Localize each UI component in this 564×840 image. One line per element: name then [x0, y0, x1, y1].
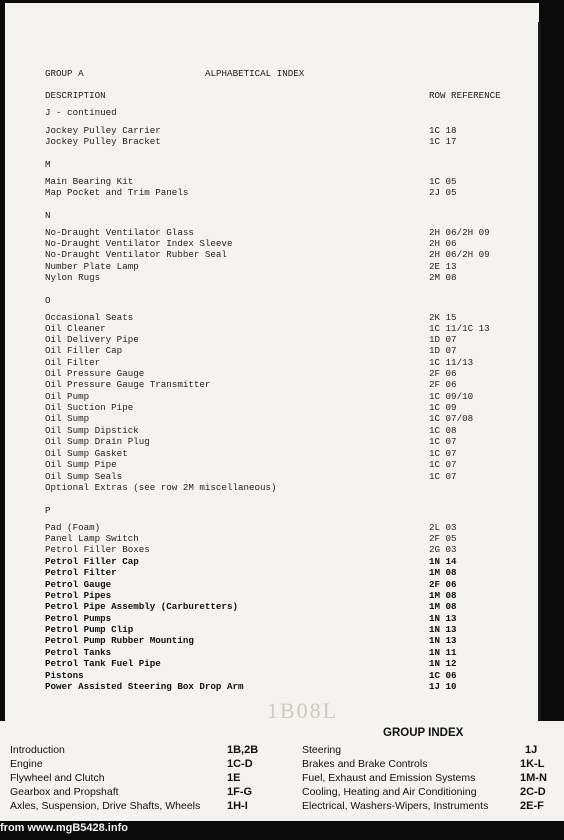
group-index-code: 1B,2B	[227, 744, 259, 756]
index-entry: Nylon Rugs 2M 08	[45, 272, 457, 283]
index-entry: Main Bearing Kit 1C 05	[45, 176, 457, 187]
index-entry: Oil Cleaner 1C 11/1C 13	[45, 323, 490, 334]
group-index-item: Brakes and Brake Controls	[302, 758, 428, 770]
group-index-item: Fuel, Exhaust and Emission Systems	[302, 772, 476, 784]
index-entry: Oil Sump Pipe 1C 07	[45, 459, 457, 470]
continued-label: J - continued	[45, 107, 117, 118]
index-entry: Petrol Filter 1M 08	[45, 567, 457, 578]
group-index-item: Introduction	[10, 744, 65, 756]
source-footer: from www.mgB5428.info	[0, 822, 128, 834]
index-entry: Petrol Pump Rubber Mounting 1N 13	[45, 635, 457, 646]
group-index-code: 1F-G	[227, 786, 253, 798]
index-entry: Oil Sump Seals 1C 07	[45, 471, 457, 482]
index-entry: Petrol Gauge 2F 06	[45, 579, 457, 590]
group-index-item: Flywheel and Clutch	[10, 772, 105, 784]
section-letter-p: P	[45, 505, 51, 516]
index-entry: Oil Delivery Pipe 1D 07	[45, 334, 457, 345]
page-title: ALPHABETICAL INDEX	[205, 68, 305, 79]
index-entry: Oil Suction Pipe 1C 09	[45, 402, 457, 413]
description-column-header: DESCRIPTION	[45, 90, 106, 101]
group-index-code: 1C-D	[227, 758, 253, 770]
index-entry: Petrol Pumps 1N 13	[45, 613, 457, 624]
group-index-item: Steering	[302, 744, 342, 756]
index-entry: Oil Pressure Gauge Transmitter 2F 06	[45, 379, 457, 390]
index-entry: Pistons 1C 06	[45, 670, 457, 681]
index-entry: No-Draught Ventilator Glass 2H 06/2H 09	[45, 227, 490, 238]
group-index-code: 1E	[227, 772, 241, 784]
index-entry: No-Draught Ventilator Rubber Seal 2H 06/2H 09	[45, 249, 490, 260]
group-index-item: Electrical, Washers-Wipers, Instruments	[302, 800, 489, 812]
index-entry: Optional Extras (see row 2M miscellaneous)	[45, 482, 277, 493]
index-entry: Oil Sump Drain Plug 1C 07	[45, 436, 457, 447]
index-entry: Oil Sump 1C 07/08	[45, 413, 474, 424]
index-entry: Jockey Pulley Bracket 1C 17	[45, 136, 457, 147]
group-index-code: 1H-I	[227, 800, 248, 812]
index-entry: Oil Filter 1C 11/13	[45, 357, 474, 368]
index-entry: Petrol Pipes 1M 08	[45, 590, 457, 601]
page-edge-line	[538, 22, 541, 728]
index-entry: Oil Filler Cap 1D 07	[45, 345, 457, 356]
group-index-item: Engine	[10, 758, 43, 770]
group-index-item: Gearbox and Propshaft	[10, 786, 119, 798]
index-entry: Oil Sump Gasket 1C 07	[45, 448, 457, 459]
index-entry: Petrol Pipe Assembly (Carburetters) 1M 08	[45, 601, 457, 612]
group-index-item: Axles, Suspension, Drive Shafts, Wheels	[10, 800, 201, 812]
section-letter-m: M	[45, 159, 51, 170]
group-index-code: 2E-F	[520, 800, 544, 812]
handwritten-note: 1B08L	[267, 698, 339, 721]
index-entry: Petrol Pump Clip 1N 13	[45, 624, 457, 635]
index-entry: Panel Lamp Switch 2F 05	[45, 533, 457, 544]
index-entry: Power Assisted Steering Box Drop Arm 1J 10	[45, 681, 457, 692]
group-index-code: 1M-N	[520, 772, 547, 784]
index-page	[5, 3, 539, 721]
group-index-code: 1K-L	[520, 758, 545, 770]
index-entry: Oil Sump Dipstick 1C 08	[45, 425, 457, 436]
section-letter-n: N	[45, 210, 51, 221]
index-entry: No-Draught Ventilator Index Sleeve 2H 06	[45, 238, 457, 249]
group-index-item: Cooling, Heating and Air Conditioning	[302, 786, 477, 798]
group-index-code: 2C-D	[520, 786, 546, 798]
index-entry: Petrol Filler Boxes 2G 03	[45, 544, 457, 555]
index-entry: Petrol Tanks 1N 11	[45, 647, 457, 658]
section-letter-o: O	[45, 295, 51, 306]
index-entry: Oil Pressure Gauge 2F 06	[45, 368, 457, 379]
index-entry: Number Plate Lamp 2E 13	[45, 261, 457, 272]
index-entry: Occasional Seats 2K 15	[45, 312, 457, 323]
index-entry: Jockey Pulley Carrier 1C 18	[45, 125, 457, 136]
index-entry: Map Pocket and Trim Panels 2J 05	[45, 187, 457, 198]
index-entry: Petrol Tank Fuel Pipe 1N 12	[45, 658, 457, 669]
group-label: GROUP A	[45, 68, 84, 79]
group-index-code: 1J	[525, 744, 538, 756]
index-entry: Pad (Foam) 2L 03	[45, 522, 457, 533]
index-entry: Oil Pump 1C 09/10	[45, 391, 474, 402]
index-entry: Petrol Filler Cap 1N 14	[45, 556, 457, 567]
row-reference-column-header: ROW REFERENCE	[429, 90, 501, 101]
group-index-title: GROUP INDEX	[383, 727, 464, 739]
